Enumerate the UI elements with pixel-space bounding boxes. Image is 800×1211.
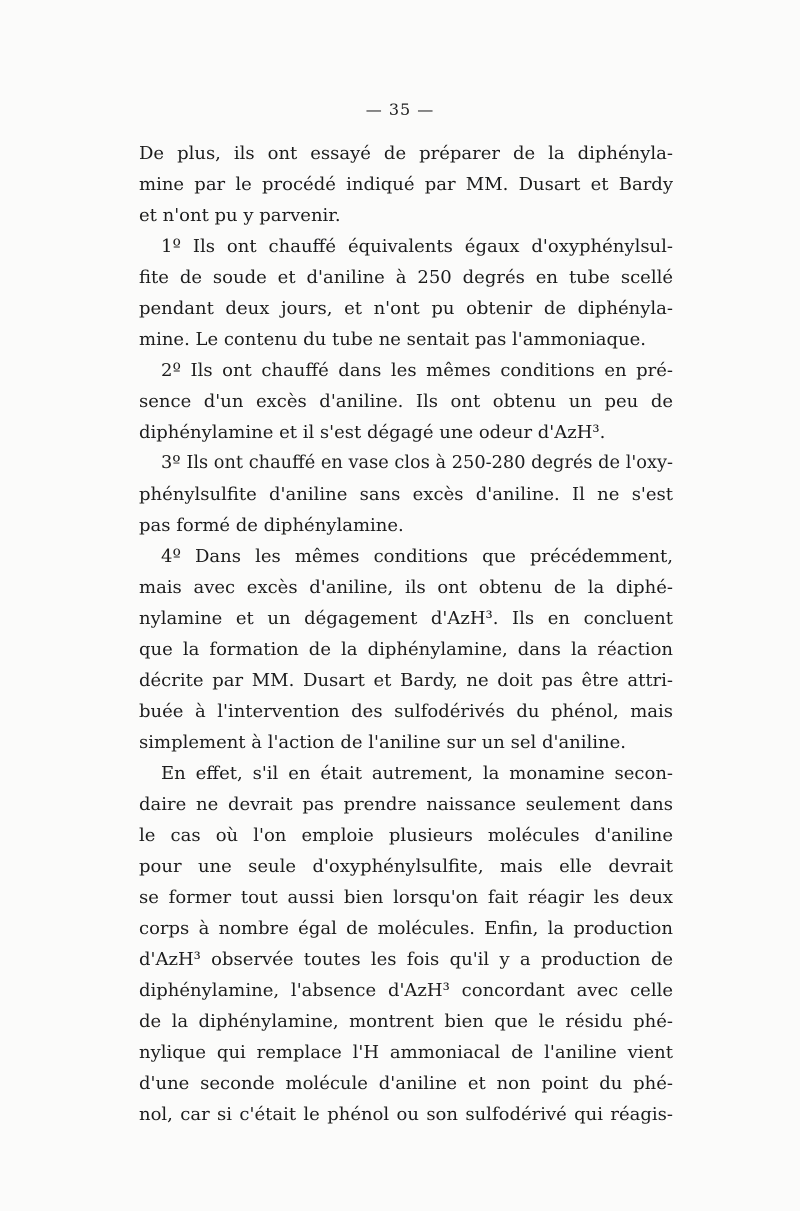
text-line: le cas où l'on emploie plusieurs molécules d'aniline <box>139 825 673 846</box>
text-line: buée à l'intervention des sulfodérivés du phénol, mais <box>139 701 673 722</box>
text-line: simplement à l'action de l'aniline sur un sel d'aniline. <box>139 732 627 753</box>
text-line: de la diphénylamine, montrent bien que le résidu phé- <box>139 1011 673 1032</box>
text-line: et n'ont pu y parvenir. <box>139 205 341 226</box>
text-line: pas formé de diphénylamine. <box>139 515 404 536</box>
text-line: 2º Ils ont chauffé dans les mêmes conditions en pré- <box>161 360 673 381</box>
body-text <box>139 138 673 1130</box>
text-line: mine par le procédé indiqué par MM. Dusart et Bardy <box>139 174 673 195</box>
text-line: que la formation de la diphénylamine, dans la réaction <box>139 639 673 660</box>
text-line: phénylsulfite d'aniline sans excès d'aniline. Il ne s'est <box>139 484 673 505</box>
text-line: fite de soude et d'aniline à 250 degrés en tube scellé <box>139 267 673 288</box>
text-line: mais avec excès d'aniline, ils ont obtenu de la diphé- <box>139 577 673 598</box>
text-line: d'AzH³ observée toutes les fois qu'il y a production de <box>139 949 673 970</box>
text-line: nylique qui remplace l'H ammoniacal de l'aniline vient <box>139 1042 673 1063</box>
text-line: nol, car si c'était le phénol ou son sulfodérivé qui réagis- <box>139 1104 673 1125</box>
text-line: daire ne devrait pas prendre naissance seulement dans <box>139 794 673 815</box>
text-line: pendant deux jours, et n'ont pu obtenir de diphényla- <box>139 298 673 319</box>
text-line: pour une seule d'oxyphénylsulfite, mais elle devrait <box>139 856 673 877</box>
text-line: corps à nombre égal de molécules. Enfin, la production <box>139 918 673 939</box>
text-line: En effet, s'il en était autrement, la monamine secon- <box>161 763 673 784</box>
text-line: d'une seconde molécule d'aniline et non point du phé- <box>139 1073 673 1094</box>
text-line: 3º Ils ont chauffé en vase clos à 250-280 degrés de l'oxy- <box>161 453 673 473</box>
text-line: 1º Ils ont chauffé équivalents égaux d'oxyphénylsul- <box>161 236 673 257</box>
page-number: — 35 — <box>365 100 435 119</box>
text-line: mine. Le contenu du tube ne sentait pas l'ammoniaque. <box>139 329 647 350</box>
text-line: diphénylamine, l'absence d'AzH³ concordant avec celle <box>139 980 673 1001</box>
text-line: 4º Dans les mêmes conditions que précédemment, <box>161 546 673 567</box>
text-line: sence d'un excès d'aniline. Ils ont obtenu un peu de <box>139 391 673 412</box>
text-line: nylamine et un dégagement d'AzH³. Ils en concluent <box>139 608 673 629</box>
text-line: diphénylamine et il s'est dégagé une odeur d'AzH³. <box>139 422 606 443</box>
text-line: De plus, ils ont essayé de préparer de la diphényla- <box>139 143 673 164</box>
text-line: se former tout aussi bien lorsqu'on fait réagir les deux <box>139 887 673 908</box>
text-line: décrite par MM. Dusart et Bardy, ne doit pas être attri- <box>139 670 673 691</box>
